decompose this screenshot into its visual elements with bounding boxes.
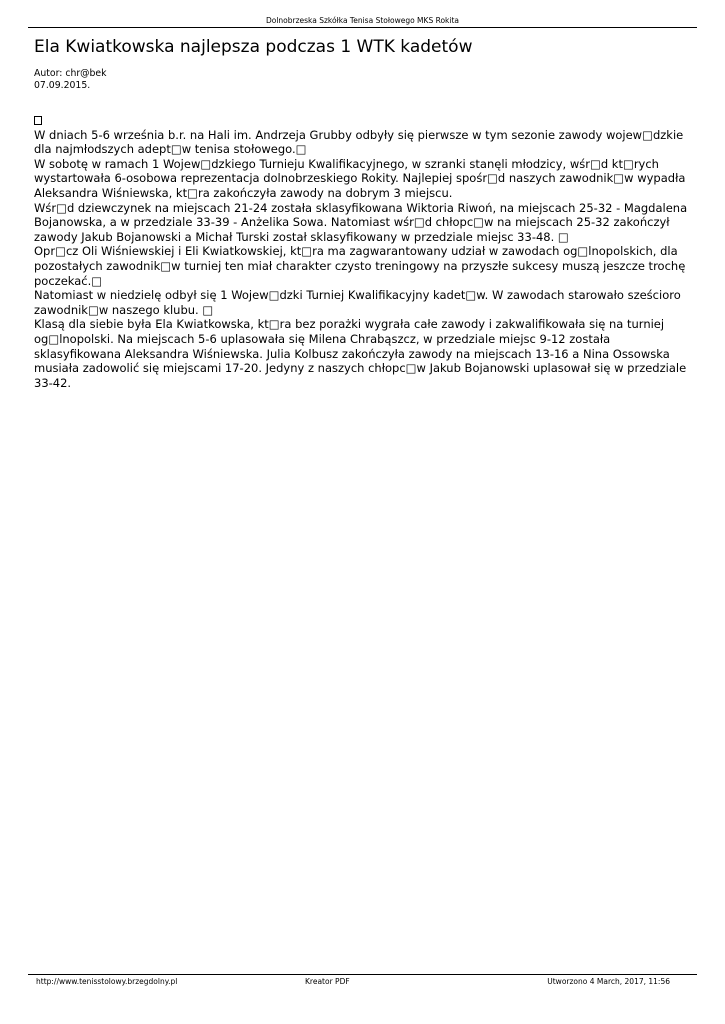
footer-url-link[interactable]: http://www.tenisstolowy.brzegdolny.pl	[36, 977, 178, 986]
article-paragraph: Klasą dla siebie była Ela Kwiatkowska, kt□ra bez porażki wygrała całe zawody i zakwalifikowała się na turniej og□lnopolski. Na miejscach 5-6 uplasowała się Milena Chrabąszcz, w przedziale miejsc 9-12 została sklasyfikowana Aleksandra Wiśniewska. Julia Kolbusz zakończyła zawody na miejscach 13-16 a Nina Ossowska musiała zadowolić się miejscami 17-20. Jedyny z naszych chłopc□w Jakub Bojanowski uplasował się w przedziale 33-42.	[34, 317, 687, 390]
footer-generator: Kreator PDF	[305, 977, 350, 986]
article-meta	[34, 68, 106, 91]
article-body	[34, 113, 690, 390]
article-paragraph: W sobotę w ramach 1 Wojew□dzkiego Turnieju Kwalifikacyjnego, w szranki stanęli młodzicy, wśr□d kt□rych wystartowała 6-osobowa reprezentacja dolnobrzeskiego Rokity. Najlepiej spośr□d naszych zawodnik□w wypadła Aleksandra Wiśniewska, kt□ra zakończyła zawody na dobrym 3 miejscu.	[34, 156, 686, 200]
site-name: Dolnobrzeska Szkółka Tenisa Stołowego MKS Rokita	[265, 16, 460, 25]
footer-created-date: Utworzono 4 March, 2017, 11:56	[547, 977, 670, 986]
page-header	[28, 16, 697, 25]
missing-glyph-icon	[34, 113, 690, 128]
article-paragraph: W dniach 5-6 września b.r. na Hali im. Andrzeja Grubby odbyły się pierwsze w tym sezonie zawody wojew□dzkie dla najmłodszych adept□w tenisa stołowego.□	[34, 127, 684, 157]
footer-divider	[28, 974, 697, 975]
publish-date: 07.09.2015.	[34, 79, 91, 91]
header-divider	[28, 27, 697, 28]
article-paragraph: Opr□cz Oli Wiśniewskiej i Eli Kwiatkowskiej, kt□ra ma zagwarantowany udział w zawodach og□lnopolskich, dla pozostałych zawodnik□w turniej ten miał charakter czysto treningowy na przyszłe sukcesy muszą jeszcze trochę poczekać.□	[34, 244, 686, 288]
article-title: Ela Kwiatkowska najlepsza podczas 1 WTK kadetów	[34, 37, 473, 57]
article-paragraph: Natomiast w niedzielę odbył się 1 Wojew□dzki Turniej Kwalifikacyjny kadet□w. W zawodach starowało sześcioro zawodnik□w naszego klubu. □	[34, 288, 681, 317]
article-paragraph: Wśr□d dziewczynek na miejscach 21-24 została sklasyfikowana Wiktoria Riwoń, na miejscach 25-32 - Magdalena Bojanowska, a w przedziale 33-39 - Anżelika Sowa. Natomiast wśr□d chłopc□w na miejscach 25-32 zakończył zawody Jakub Bojanowski a Michał Turski został sklasyfikowany w przedziale miejsc 33-48. □	[34, 200, 688, 244]
author-line: Autor: chr@bek	[34, 68, 107, 79]
